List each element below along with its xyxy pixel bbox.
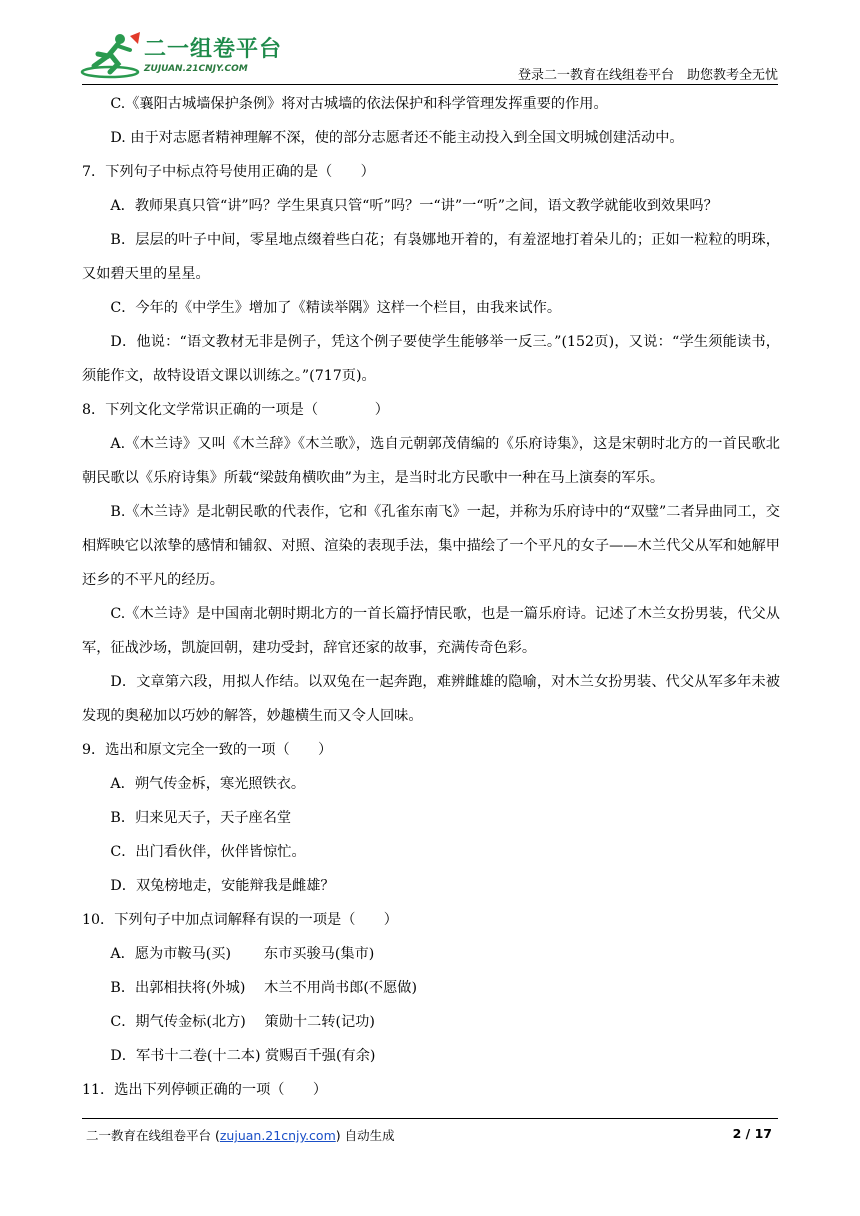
answer-option: B．层层的叶子中间，零星地点缀着些白花；有袅娜地开着的，有羞涩地打着朵儿的；正如一粒粒的明珠，又如碧天里的星星。 <box>82 232 780 282</box>
answer-option: C.《襄阳古城墙保护条例》将对古城墙的依法保护和科学管理发挥重要的作用。 <box>110 96 608 112</box>
question-stem: 8．下列文化文学常识正确的一项是（ ） <box>82 402 389 418</box>
question-stem: 7．下列句子中标点符号使用正确的是（ ） <box>82 164 375 180</box>
answer-option: A.《木兰诗》又叫《木兰辞》《木兰歌》，选自元朝郭茂倩编的《乐府诗集》，这是宋朝时北方的一首民歌北朝民歌以《乐府诗集》所载“梁鼓角横吹曲”为主，是当时北方民歌中一种在马上演奏的军乐。 <box>82 436 780 486</box>
footer-source <box>86 1126 395 1144</box>
question-stem: 9．选出和原文完全一致的一项（ ） <box>82 742 333 758</box>
question-stem: 10．下列句子中加点词解释有误的一项是（ ） <box>82 912 398 928</box>
question-stem: 11．选出下列停顿正确的一项（ ） <box>82 1082 328 1098</box>
answer-option: D．双兔榜地走，安能辩我是雌雄？ <box>110 878 335 894</box>
answer-option: B.《木兰诗》是北朝民歌的代表作，它和《孔雀东南飞》一起，并称为乐府诗中的“双璧”二者异曲同工，交相辉映它以浓挚的感情和铺叙、对照、渲染的表现手法，集中描绘了一个平凡的女子——木兰代父从军和她解甲还乡的不平凡的经历。 <box>82 504 780 588</box>
answer-option: D．文章第六段，用拟人作结。以双兔在一起奔跑，难辨雌雄的隐喻，对木兰女扮男装、代父从军多年未被发现的奥秘加以巧妙的解答，妙趣横生而又令人回味。 <box>82 674 780 724</box>
answer-option: A．朔气传金柝，寒光照铁衣。 <box>110 776 306 792</box>
answer-option: D. 由于对志愿者精神理解不深，使的部分志愿者还不能主动投入到全国文明城创建活动中。 <box>110 130 684 146</box>
page-header <box>0 0 860 88</box>
platform-logo[interactable] <box>80 30 283 80</box>
answer-option: B．出郭相扶将(外城) 木兰不用尚书郎(不愿做) <box>110 980 418 996</box>
footer-suffix: ) 自动生成 <box>335 1128 395 1143</box>
logo-title: 二一组卷平台 <box>144 37 283 62</box>
runner-logo-icon <box>80 30 142 80</box>
answer-option: C．今年的《中学生》增加了《精读举隅》这样一个栏目，由我来试作。 <box>110 300 562 316</box>
answer-option: A．教师果真只管“讲”吗？学生果真只管“听”吗？一“讲”一“听”之间，语文教学就能收到效果吗？ <box>110 198 718 214</box>
answer-option: C.《木兰诗》是中国南北朝时期北方的一首长篇抒情民歌，也是一篇乐府诗。记述了木兰女扮男装，代父从军，征战沙场，凯旋回朝，建功受封，辞官还家的故事，充满传奇色彩。 <box>82 606 780 656</box>
answer-option: D．他说：“语文教材无非是例子，凭这个例子要使学生能够举一反三。”(152页)，又说：“学生须能读书，须能作文，故特设语文课以训练之。”(717页)。 <box>82 334 780 384</box>
exam-questions <box>82 87 780 1107</box>
answer-option: C．出门看伙伴，伙伴皆惊忙。 <box>110 844 306 860</box>
answer-option: B．归来见天子，天子座名堂 <box>110 810 292 826</box>
logo-subtitle: ZUJUAN.21CNJY.COM <box>144 64 248 74</box>
answer-option: C．期气传金标(北方) 策勋十二转(记功) <box>110 1014 375 1030</box>
footer-prefix: 二一教育在线组卷平台 ( <box>86 1128 220 1143</box>
footer-divider <box>82 1118 778 1119</box>
answer-option: D．军书十二卷(十二本) 赏赐百千强(有余) <box>110 1048 376 1064</box>
answer-option: A．愿为市鞍马(买) 东市买骏马(集市) <box>110 946 375 962</box>
page-number: 2 / 17 <box>732 1126 772 1141</box>
header-slogan: 登录二一教育在线组卷平台 助您教考全无忧 <box>517 68 778 83</box>
footer-site-link[interactable]: zujuan.21cnjy.com <box>219 1128 336 1143</box>
header-divider <box>82 84 778 85</box>
